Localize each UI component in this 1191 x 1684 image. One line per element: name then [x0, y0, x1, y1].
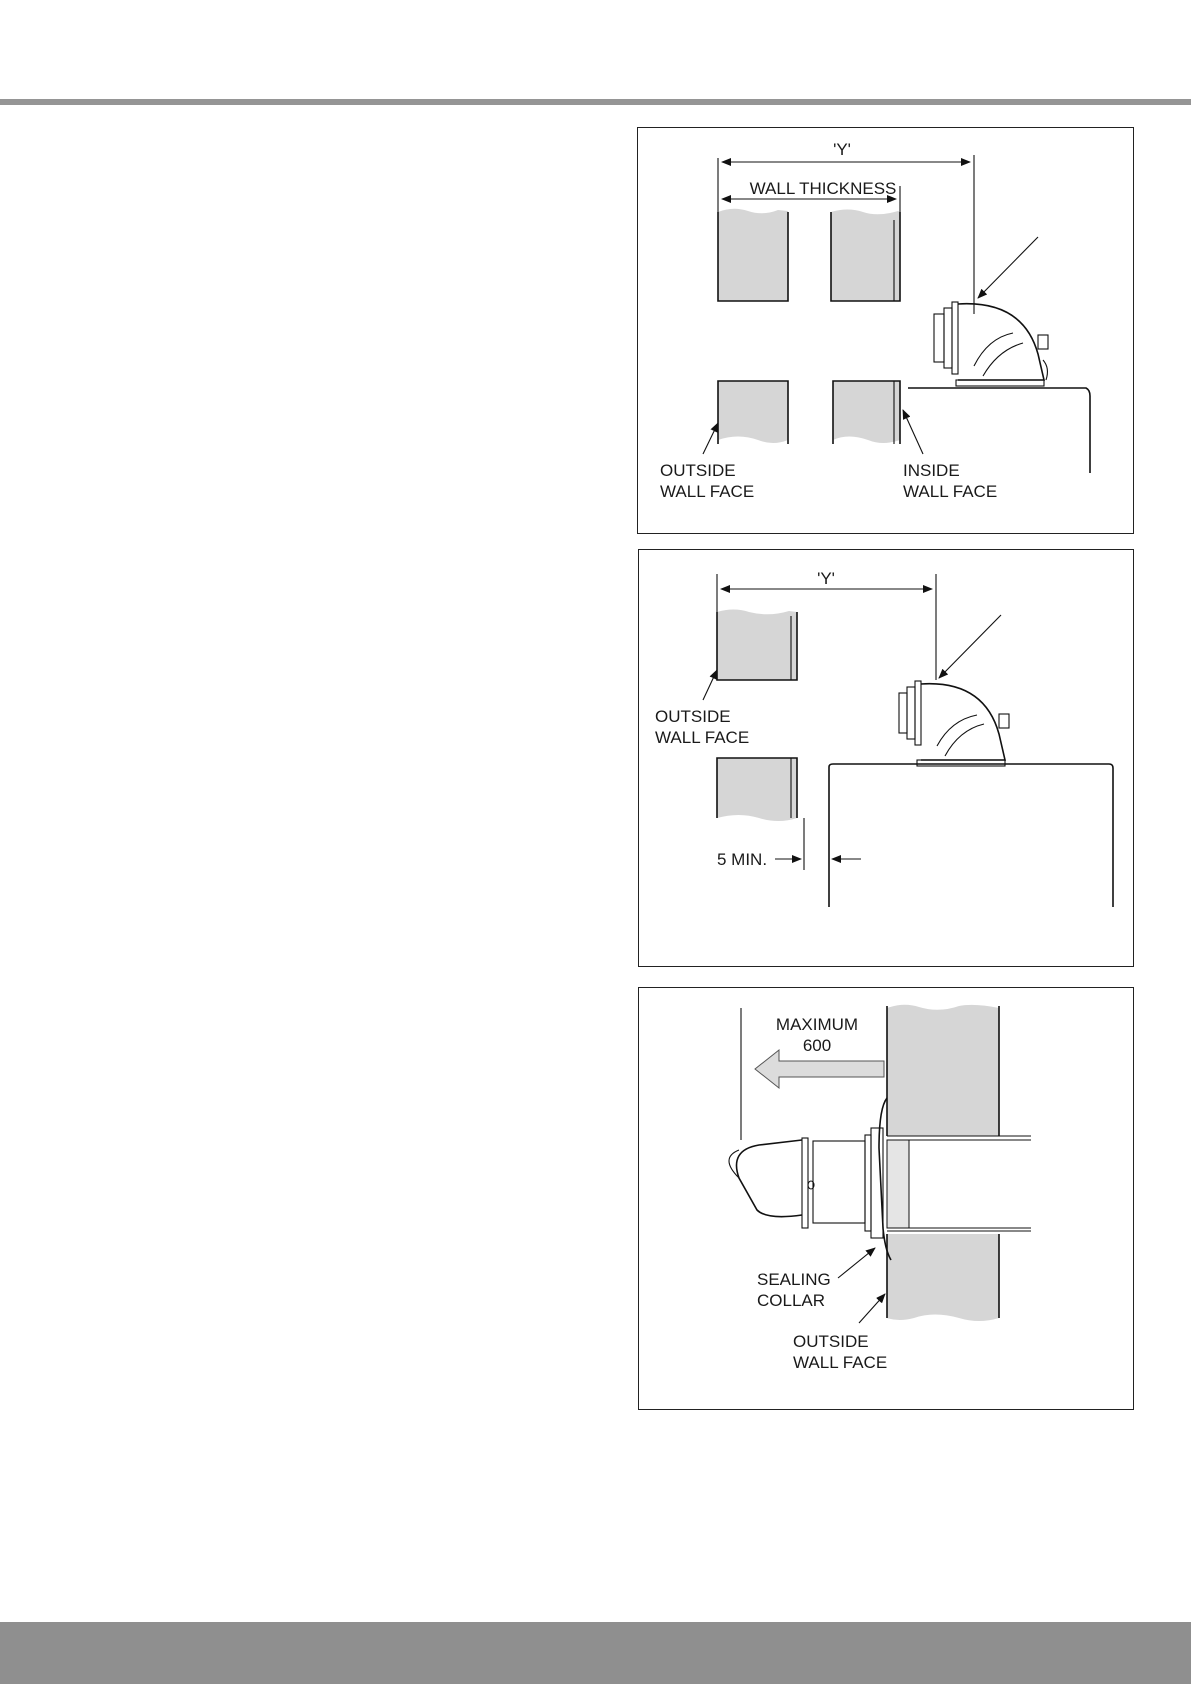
projection-arrow	[755, 1050, 884, 1088]
figure-maximum-projection	[638, 987, 1134, 1410]
sealing-collar-label-1: SEALING	[757, 1270, 831, 1289]
figure-minimum-clearance	[638, 549, 1134, 967]
outside-wall-face-arrow	[859, 1294, 885, 1323]
outside-wall-face-label-2: WALL FACE	[793, 1353, 888, 1372]
footer-band	[0, 1622, 1191, 1684]
wall-thickness-label: WALL THICKNESS	[749, 179, 897, 198]
clearance-dimension	[717, 818, 861, 870]
inside-wall-face-label-1: INSIDE	[903, 461, 960, 480]
wall-block-upper	[717, 610, 797, 681]
figure2-drawing	[639, 550, 1135, 968]
outside-wall-face-label-2: WALL FACE	[660, 482, 755, 501]
wall-block-lower-right	[833, 381, 900, 444]
outside-wall-face-arrow	[703, 423, 718, 454]
outside-wall-face-label-2: WALL FACE	[655, 728, 750, 747]
sealing-collar-arrow	[838, 1248, 875, 1278]
inside-wall-face-arrow	[903, 410, 923, 454]
dimension-y-label: 'Y'	[833, 140, 851, 159]
sealing-collar-label-2: COLLAR	[757, 1291, 826, 1310]
outside-wall-face-label-1: OUTSIDE	[655, 707, 731, 726]
maximum-projection-dimension	[741, 1008, 884, 1140]
flue-elbow	[899, 681, 1009, 766]
maximum-label-1: MAXIMUM	[775, 1015, 859, 1034]
boiler-casing	[829, 764, 1113, 907]
figure-wall-thickness	[637, 127, 1134, 534]
wall-block-lower	[887, 1231, 1031, 1321]
header-rule	[0, 99, 1191, 105]
min-clearance-label: 5 MIN.	[717, 850, 768, 869]
wall-block-upper-right	[831, 210, 900, 302]
wall-block-upper	[887, 1005, 1031, 1136]
outside-wall-face-label-1: OUTSIDE	[793, 1332, 869, 1351]
outside-wall-face-label-1: OUTSIDE	[660, 461, 736, 480]
wall-block-lower	[717, 758, 797, 821]
flue-elbow	[934, 302, 1048, 386]
pointer-arrow	[978, 237, 1038, 298]
wall-block-upper-left	[718, 209, 788, 301]
outside-wall-face-arrow	[703, 670, 717, 700]
dimension-wall-thickness	[722, 179, 900, 212]
wall-block-lower-left	[718, 381, 788, 444]
dimension-y-label: 'Y'	[817, 569, 835, 588]
maximum-label-2: 600	[802, 1036, 832, 1055]
inside-wall-face-label-2: WALL FACE	[903, 482, 998, 501]
figure1-drawing	[638, 128, 1135, 535]
figure3-drawing	[639, 988, 1135, 1411]
pointer-arrow	[939, 615, 1001, 678]
